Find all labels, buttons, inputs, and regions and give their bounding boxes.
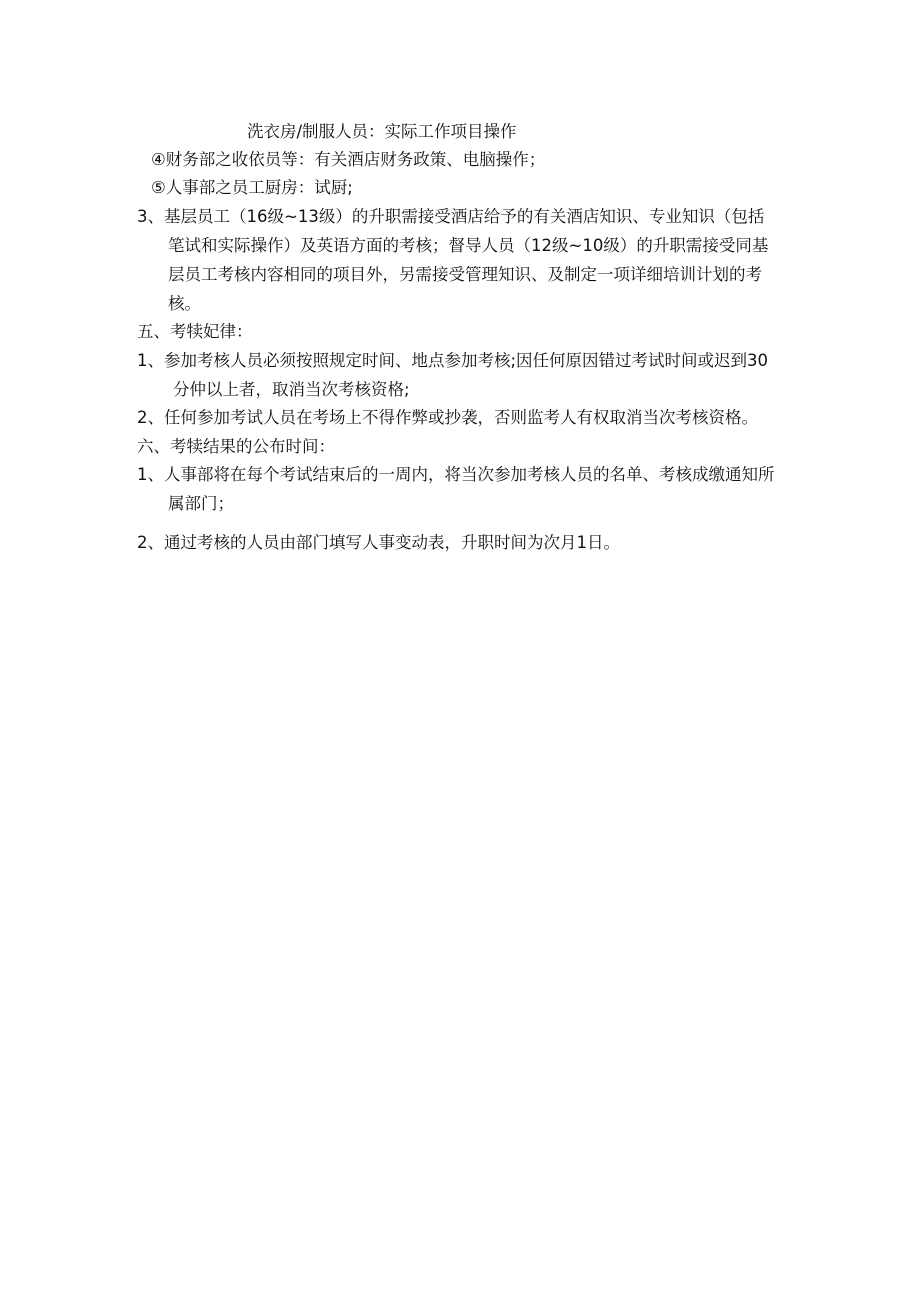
text-line-item-3-cont-3: 核。 <box>168 294 201 313</box>
text-line-result-1: 1、人事部将在每个考试结束后的一周内，将当次参加考核人员的名单、考核成缴通知所 <box>137 465 775 484</box>
text-line-item-3: 3、基层员工（16级~13级）的升职需接受酒店给予的有关酒店知识、专业知识（包括 <box>137 207 765 226</box>
text-line-finance-staff: ④财务部之收依员等：有关酒店财务政策、电脑操作； <box>151 150 546 169</box>
text-line-rule-1-cont: 分仲以上者，取消当次考核资格; <box>173 380 410 399</box>
text-line-item-3-cont-1: 笔试和实际操作）及英语方面的考核；督导人员（12级~10级）的升职需接受同基 <box>168 236 769 255</box>
text-line-rule-2: 2、任何参加考试人员在考场上不得作弊或抄袭，否则监考人有权取消当次考核资格。 <box>137 408 758 427</box>
text-line-result-1-cont: 属部门； <box>168 494 234 513</box>
text-line-laundry-staff: 洗衣房/制服人员：实际工作项目操作 <box>247 122 517 141</box>
text-line-rule-1: 1、参加考核人员必须按照规定时间、地点参加考核;因任何原因错过考试时间或迟到30 <box>137 351 769 370</box>
text-line-hr-kitchen: ⑤人事部之员工厨房：试厨; <box>151 178 353 197</box>
section-heading-6: 六、考犊结果的公布时间： <box>137 437 335 456</box>
text-line-result-2: 2、通过考核的人员由部门填写人事变动表，升职时间为次月1日。 <box>137 533 620 552</box>
section-heading-5: 五、考犊妃律： <box>137 322 253 341</box>
text-line-item-3-cont-2: 层员工考核内容相同的项目外，另需接受管理知识、及制定一项详细培训计划的考 <box>168 265 762 284</box>
